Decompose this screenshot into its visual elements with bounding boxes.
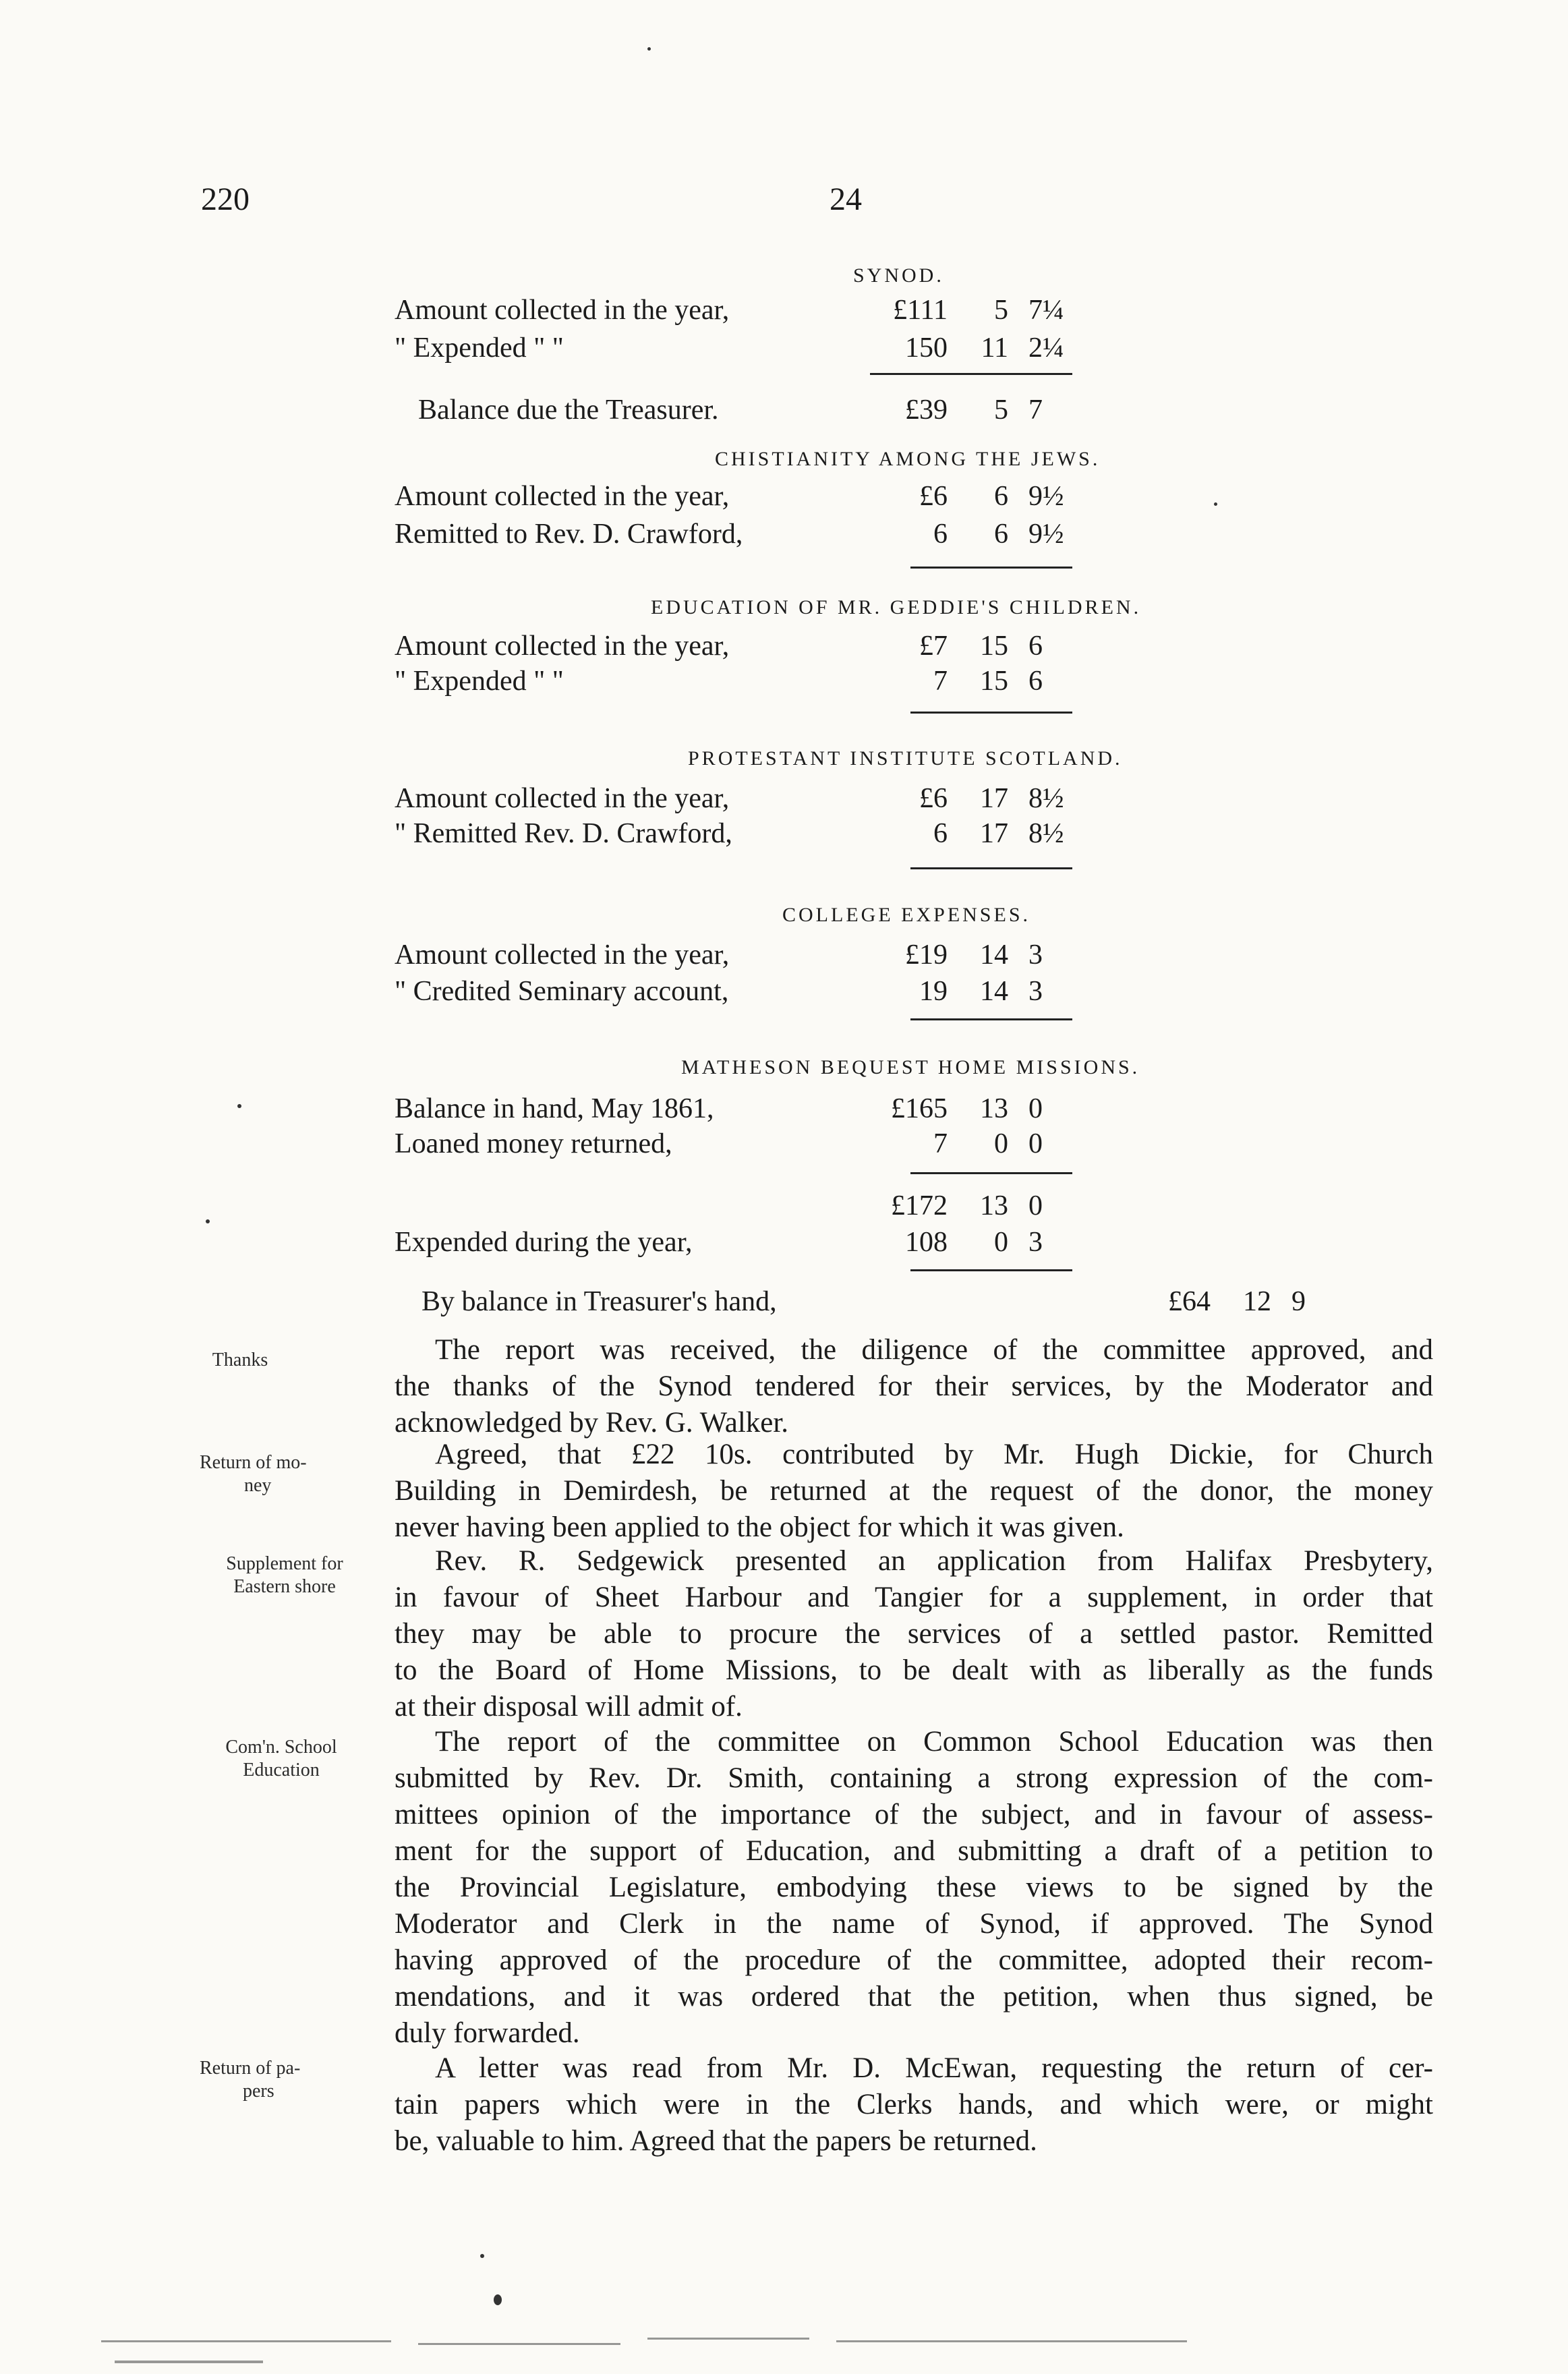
sum-rule: [870, 373, 1072, 375]
section-title-matheson: MATHESON BEQUEST HOME MISSIONS.: [681, 1056, 1140, 1078]
margin-note-return-money: Return of mo- ney: [200, 1452, 307, 1496]
section-title-jews: CHISTIANITY AMONG THE JEWS.: [715, 448, 1101, 470]
row-label: Amount collected in the year,: [395, 631, 730, 662]
margin-note-school: Com'n. School Education: [225, 1737, 337, 1780]
section-title-synod: SYNOD.: [853, 264, 944, 287]
ledger-row: " Credited Seminary account, 19 14 3: [395, 976, 1043, 1007]
sum-rule: [910, 1172, 1072, 1174]
ledger-row: Amount collected in the year, £111 5 7¼: [395, 295, 1064, 326]
row-label: Loaned money returned,: [395, 1128, 672, 1159]
row-label: Expended during the year,: [395, 1227, 693, 1258]
row-label: " Expended " ": [395, 332, 564, 364]
sum-rule: [910, 712, 1072, 714]
paragraph-return-money: Agreed, that £22 10s. contributed by Mr. Hugh Dickie, for Church Building in Demirdesh, be returned at the request of the donor, the money never having been applied to the object for which it was given.: [395, 1439, 1433, 1543]
margin-note-supplement: Supplement for Eastern shore: [226, 1553, 343, 1597]
row-label: " Expended " ": [395, 666, 564, 697]
row-label: By balance in Treasurer's hand,: [422, 1286, 777, 1317]
ledger-row: Remitted to Rev. D. Crawford, 6 6 9½: [395, 519, 1064, 550]
row-label: Amount collected in the year,: [395, 939, 730, 971]
ledger-row: Amount collected in the year, £6 6 9½: [395, 481, 1064, 512]
scan-speck: [647, 47, 651, 51]
scan-speck: [494, 2294, 502, 2305]
ledger-row: " Expended " " 7 15 6: [395, 666, 1043, 697]
row-label: Amount collected in the year,: [395, 783, 730, 814]
paragraph-school-education: The report of the committee on Common School Education was then submitted by Rev. Dr. Smith, containing a strong expression of the com- mittees opinion of the importance of the subject, and in favour of assess- ment for the support of Education, and submitting a draft of a petition to the Provincial Legislature, embodying these views to be signed by the Moderator and Clerk in the name of Synod, if approved. The Synod having approved of the procedure of the committee, adopted their recom- mendations, and it was ordered that the petition, when thus signed, be duly forwarded.: [395, 1726, 1433, 2049]
row-label: Remitted to Rev. D. Crawford,: [395, 519, 743, 550]
sum-rule: [910, 1269, 1072, 1271]
scan-speck: [206, 1219, 210, 1223]
ledger-row: Amount collected in the year, £19 14 3: [395, 939, 1043, 971]
margin-note-thanks: Thanks: [212, 1350, 268, 1370]
ledger-row: Loaned money returned, 7 0 0: [395, 1128, 1043, 1159]
row-label: Balance in hand, May 1861,: [395, 1093, 714, 1124]
row-label: " Remitted Rev. D. Crawford,: [395, 818, 732, 849]
page-number-left: 220: [201, 181, 250, 217]
sum-rule: [910, 867, 1072, 869]
scan-speck: [1214, 502, 1217, 506]
row-label: Balance due the Treasurer.: [418, 395, 719, 426]
ledger-row: Expended during the year, 108 0 3: [395, 1227, 1043, 1258]
row-label: Amount collected in the year,: [395, 481, 730, 512]
section-title-college: COLLEGE EXPENSES.: [782, 904, 1030, 926]
ledger-row: Amount collected in the year, £6 17 8½: [395, 783, 1064, 814]
paragraph-return-papers: A letter was read from Mr. D. McEwan, requesting the return of cer- tain papers which were in the Clerks hands, and which were, or might be, valuable to him. Agreed that the papers be returned.: [395, 2052, 1433, 2157]
ledger-row-balance: By balance in Treasurer's hand, £64 12 9: [422, 1286, 1306, 1317]
row-label: Amount collected in the year,: [395, 295, 730, 326]
scan-noise-line: [836, 2340, 1187, 2342]
ledger-row-subtotal: £172 13 0: [891, 1190, 1043, 1221]
margin-note-papers: Return of pa- pers: [200, 2058, 301, 2102]
paragraph-supplement: Rev. R. Sedgewick presented an application from Halifax Presbytery, in favour of Sheet Harbour and Tangier for a supplement, in order that they may be able to procure the services of a settled pastor. Remitted to the Board of Home Missions, to be dealt with as liberally as the funds at their disposal will admit of.: [395, 1545, 1433, 1722]
ledger-row: Balance in hand, May 1861, £165 13 0: [395, 1093, 1043, 1124]
scan-noise-line: [101, 2340, 391, 2342]
ledger-row: " Remitted Rev. D. Crawford, 6 17 8½: [395, 818, 1064, 849]
scan-noise-line: [647, 2338, 809, 2340]
paragraph-thanks: The report was received, the diligence of the committee approved, and the thanks of the Synod tendered for their services, by the Moderator and acknowledged by Rev. G. Walker.: [395, 1334, 1433, 1439]
section-title-geddie: EDUCATION OF MR. GEDDIE'S CHILDREN.: [651, 596, 1142, 618]
ledger-row: Balance due the Treasurer. £39 5 7: [418, 395, 1043, 426]
row-label: " Credited Seminary account,: [395, 976, 729, 1007]
ledger-row: " Expended " " 150 11 2¼: [395, 332, 1064, 364]
page-number-center: 24: [830, 181, 862, 217]
scan-noise-line: [115, 2361, 263, 2363]
scan-speck: [480, 2254, 484, 2258]
ledger-row: Amount collected in the year, £7 15 6: [395, 631, 1043, 662]
section-title-protestant: PROTESTANT INSTITUTE SCOTLAND.: [688, 747, 1123, 770]
scan-speck: [237, 1104, 241, 1108]
sum-rule: [910, 567, 1072, 569]
sum-rule: [910, 1018, 1072, 1020]
scan-noise-line: [418, 2343, 620, 2345]
